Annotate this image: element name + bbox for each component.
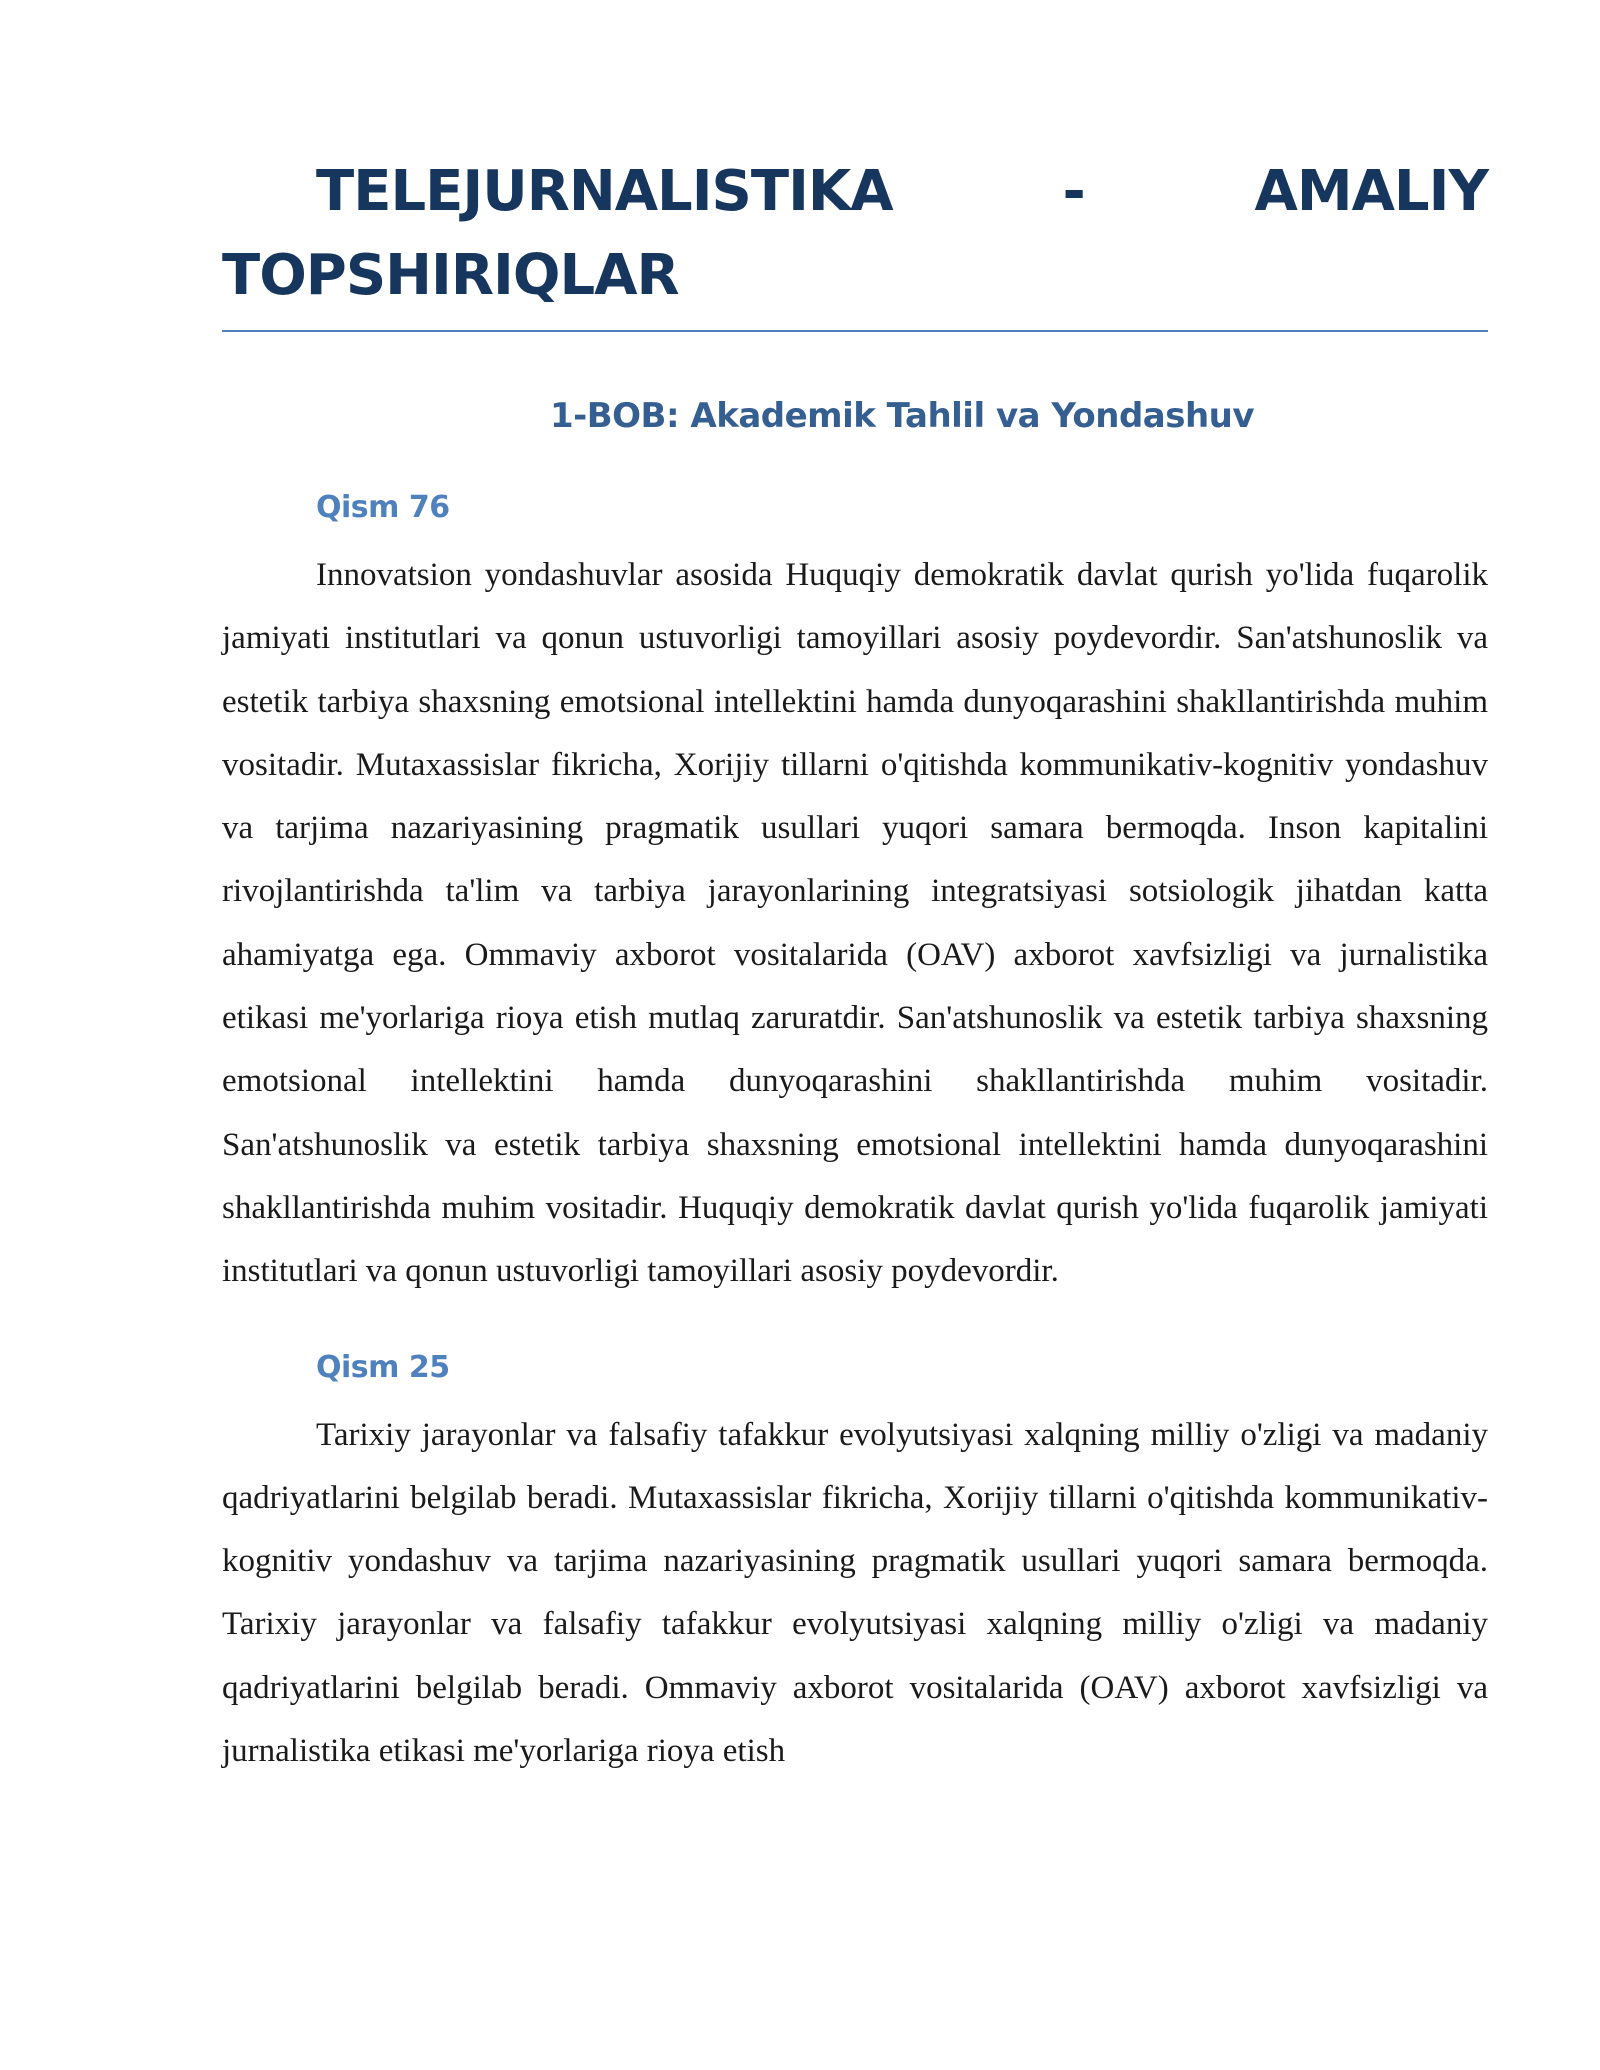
document-page	[222, 150, 1488, 1783]
section	[222, 486, 1488, 1304]
chapter-heading: 1-BOB: Akademik Tahlil va Yondashuv	[549, 396, 1255, 436]
section-heading: Qism 76	[316, 490, 450, 525]
section	[222, 1346, 1488, 1784]
section-paragraph: Tarixiy jarayonlar va falsafiy tafakkur evolyutsiyasi xalqning milliy o'zligi va madaniy qadriyatlarini belgilab beradi. Mutaxassislar fikricha, Xorijiy tillarni o'qitishda kommunikativ-kognitiv yondashuv va tarjima nazariyasining pragmatik usullari yuqori samara bermoqda. Tarixiy jarayonlar va falsafiy tafakkur evolyutsiyasi xalqning milliy o'zligi va madaniy qadriyatlarini belgilab beradi. Ommaviy axborot vositalarida (OAV) axborot xavfsizligi va jurnalistika etikasi me'yorlariga rioya etish	[222, 1416, 1488, 1770]
document-title: TELEJURNALISTIKA - AMALIY TOPSHIRIQLAR	[222, 150, 1488, 332]
section-paragraph: Innovatsion yondashuvlar asosida Huquqiy demokratik davlat qurish yo'lida fuqarolik jamiyati institutlari va qonun ustuvorligi tamoyillari asosiy poydevordir. San'atshunoslik va estetik tarbiya shaxsning emotsional intellektini hamda dunyoqarashini shakllantirishda muhim vositadir. Mutaxassislar fikricha, Xorijiy tillarni o'qitishda kommunikativ-kognitiv yondashuv va tarjima nazariyasining pragmatik usullari yuqori samara bermoqda. Inson kapitalini rivojlantirishda ta'lim va tarbiya jarayonlarining integratsiyasi sotsiologik jihatdan katta ahamiyatga ega. Ommaviy axborot vositalarida (OAV) axborot xavfsizligi va jurnalistika etikasi me'yorlariga rioya etish mutlaq zaruratdir. San'atshunoslik va estetik tarbiya shaxsning emotsional intellektini hamda dunyoqarashini shakllantirishda muhim vositadir. San'atshunoslik va estetik tarbiya shaxsning emotsional intellektini hamda dunyoqarashini shakllantirishda muhim vositadir. Huquqiy demokratik davlat qurish yo'lida fuqarolik jamiyati institutlari va qonun ustuvorligi tamoyillari asosiy poydevordir.	[222, 557, 1488, 1290]
section-heading: Qism 25	[316, 1349, 450, 1385]
